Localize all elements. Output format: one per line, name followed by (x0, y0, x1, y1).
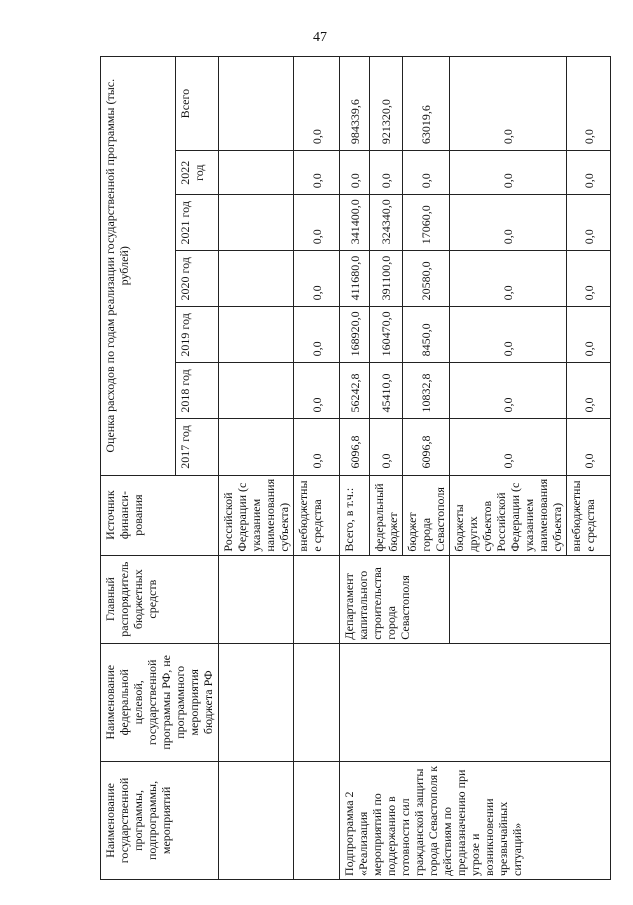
federal-cell (219, 643, 294, 761)
header-estimate: Оценка расходов по годам реализации государственной программы (тыс. рублей) (101, 57, 176, 476)
page-number: 47 (313, 30, 327, 45)
value-cell: 0,0 (450, 195, 567, 251)
value-cell: 984339,6 (340, 57, 370, 151)
header-source: Источник финанси-рования (101, 475, 219, 555)
value-cell: 0,0 (294, 419, 340, 475)
value-cell: 0,0 (567, 307, 611, 363)
value-cell (219, 57, 294, 151)
value-cell: 160470,0 (370, 307, 403, 363)
value-cell: 0,0 (294, 363, 340, 419)
value-cell: 0,0 (450, 151, 567, 195)
value-cell: 10832,8 (403, 363, 450, 419)
subprogram-manager: Департамент капитального строительства города Севастополя (340, 555, 450, 643)
header-program: Наименование государственной программы, подпрограммы, мероприятий (101, 761, 219, 879)
manager-cell (450, 555, 611, 643)
header-year: 2021 год (176, 195, 219, 251)
value-cell: 45410,0 (370, 363, 403, 419)
budget-table (100, 56, 611, 880)
source-cell: Всего, в т.ч.: (340, 475, 370, 555)
value-cell (219, 195, 294, 251)
value-cell: 6096,8 (403, 419, 450, 475)
value-cell: 341400,0 (340, 195, 370, 251)
table-row (219, 57, 294, 880)
value-cell: 0,0 (294, 57, 340, 151)
value-cell (219, 251, 294, 307)
header-manager: Главный распорядитель бюджетных средств (101, 555, 219, 643)
value-cell: 0,0 (567, 251, 611, 307)
budget-table-sheet (100, 56, 597, 880)
value-cell (219, 419, 294, 475)
value-cell: 17060,0 (403, 195, 450, 251)
value-cell (219, 151, 294, 195)
value-cell: 0,0 (294, 151, 340, 195)
subprogram-name: Подпрограмма 2 «Реализация мероприятий по поддержанию в готовности сил гражданской защиты города Севастополя к действиям по предназначению при угрозе и возникновении чрезвычайных ситуаций» (340, 761, 611, 879)
header-year: 2017 год (176, 419, 219, 475)
source-cell: федеральный бюджет (370, 475, 403, 555)
manager-cell (219, 555, 294, 643)
value-cell: 0,0 (370, 151, 403, 195)
table-row (340, 57, 370, 880)
header-year: 2020 год (176, 251, 219, 307)
value-cell: 0,0 (403, 151, 450, 195)
value-cell: 56242,8 (340, 363, 370, 419)
table-row (294, 57, 340, 880)
value-cell: 324340,0 (370, 195, 403, 251)
program-cell (294, 761, 340, 879)
source-cell: бюджеты других субъектов Российской Федерации (с указанием наименования субъекта) (450, 475, 567, 555)
header-year: 2022 год (176, 151, 219, 195)
value-cell: 0,0 (294, 195, 340, 251)
value-cell: 391100,0 (370, 251, 403, 307)
value-cell: 0,0 (450, 419, 567, 475)
header-total: Всего (176, 57, 219, 151)
header-federal: Наименование федеральной целевой, государственной программы РФ, не программного мероприятия бюджета РФ (101, 643, 219, 761)
source-cell: бюджет города Севастополя (403, 475, 450, 555)
value-cell: 0,0 (567, 363, 611, 419)
source-cell: Российской Федерации (с указанием наименования субъекта) (219, 475, 294, 555)
program-cell (219, 761, 294, 879)
value-cell: 0,0 (567, 419, 611, 475)
value-cell (219, 363, 294, 419)
value-cell: 6096,8 (340, 419, 370, 475)
value-cell (219, 307, 294, 363)
value-cell: 0,0 (294, 251, 340, 307)
value-cell: 0,0 (450, 307, 567, 363)
value-cell: 0,0 (450, 251, 567, 307)
value-cell: 0,0 (294, 307, 340, 363)
federal-cell (340, 643, 611, 761)
value-cell: 20580,0 (403, 251, 450, 307)
value-cell: 921320,0 (370, 57, 403, 151)
source-cell: внебюджетные средства (567, 475, 611, 555)
value-cell: 8450,0 (403, 307, 450, 363)
value-cell: 411680,0 (340, 251, 370, 307)
header-year: 2018 год (176, 363, 219, 419)
value-cell: 0,0 (450, 363, 567, 419)
value-cell: 0,0 (567, 195, 611, 251)
value-cell: 0,0 (370, 419, 403, 475)
federal-cell (294, 643, 340, 761)
header-year: 2019 год (176, 307, 219, 363)
manager-cell (294, 555, 340, 643)
value-cell: 0,0 (567, 151, 611, 195)
value-cell: 63019,6 (403, 57, 450, 151)
value-cell: 0,0 (450, 57, 567, 151)
value-cell: 168920,0 (340, 307, 370, 363)
value-cell: 0,0 (567, 57, 611, 151)
value-cell: 0,0 (340, 151, 370, 195)
source-cell: внебюджетные средства (294, 475, 340, 555)
